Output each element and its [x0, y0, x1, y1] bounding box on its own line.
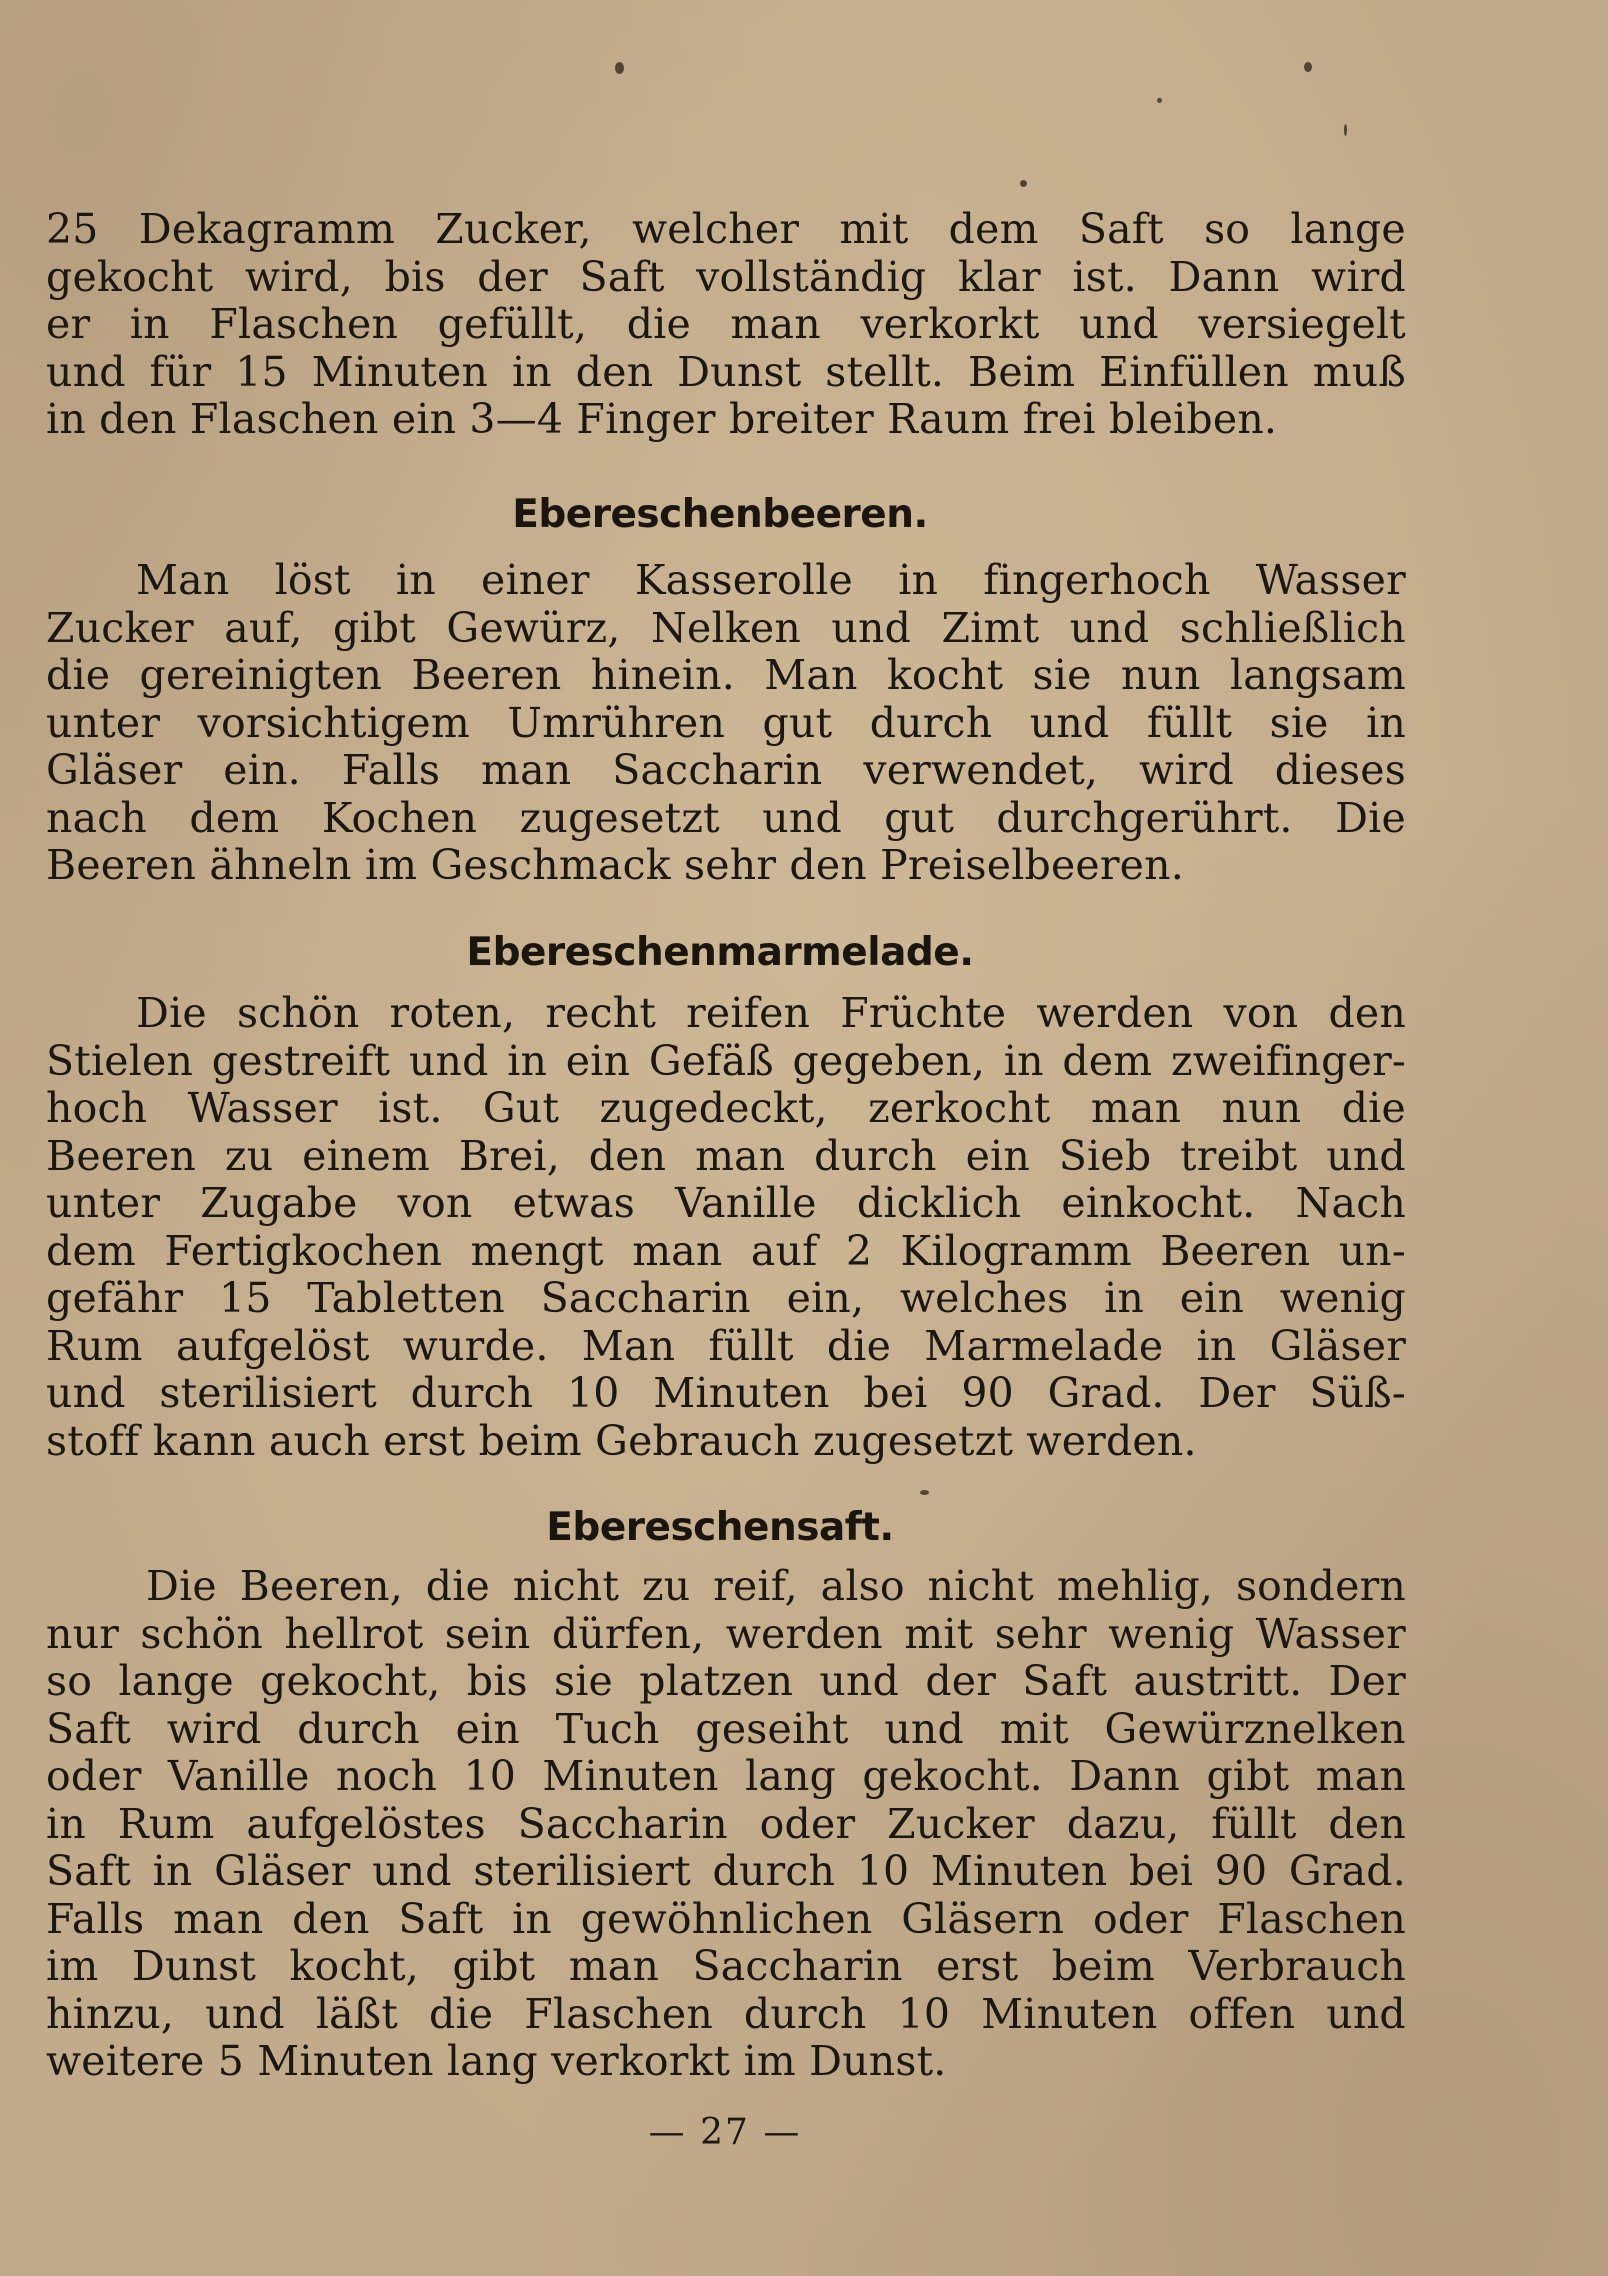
text-line: Man löst in einer Kasserolle in fingerhoch Wasser — [136, 556, 1406, 604]
text-line: gekocht wird, bis der Saft vollständig klar ist. Dann wird — [46, 252, 1406, 301]
text-line: unter Zugabe von etwas Vanille dicklich einkocht. Nach — [46, 1179, 1406, 1227]
text-line: hoch Wasser ist. Gut zugedeckt, zerkocht man nun die — [46, 1084, 1406, 1132]
text-line: unter vorsichtigem Umrühren gut durch und füllt sie in — [46, 698, 1406, 747]
text-line: Die Beeren, die nicht zu reif, also nicht mehlig, sondern — [146, 1562, 1406, 1610]
text-line: in Rum aufgelöstes Saccharin oder Zucker dazu, füllt den — [46, 1799, 1406, 1848]
paragraph-3 — [46, 990, 1406, 1465]
text-line: und sterilisiert durch 10 Minuten bei 90 Grad. Der Süß- — [46, 1369, 1406, 1417]
text-line: die gereinigten Beeren hinein. Man kocht sie nun langsam — [46, 651, 1406, 699]
section-heading-ebereschensaft: Ebereschensaft. — [546, 1505, 894, 1550]
paper-speck — [1304, 62, 1312, 72]
text-line: Beeren zu einem Brei, den man durch ein Sieb treibt und — [46, 1131, 1406, 1180]
paper-speck — [920, 1490, 929, 1495]
text-line: Zucker auf, gibt Gewürz, Nelken und Zimt und schließlich — [46, 603, 1406, 652]
text-line: gefähr 15 Tabletten Saccharin ein, welches in ein wenig — [46, 1274, 1406, 1322]
page-number: — 27 — — [648, 2112, 802, 2153]
text-line: im Dunst kocht, gibt man Saccharin erst beim Verbrauch — [46, 1942, 1406, 1990]
text-line: Gläser ein. Falls man Saccharin verwendet, wird dieses — [46, 746, 1406, 794]
section-heading-ebereschenmarmelade: Ebereschenmarmelade. — [466, 930, 974, 975]
text-line: weitere 5 Minuten lang verkorkt im Dunst. — [46, 2037, 947, 2085]
text-line: Falls man den Saft in gewöhnlichen Gläsern oder Flaschen — [46, 1894, 1406, 1943]
text-line: 25 Dekagramm Zucker, welcher mit dem Saft so lange — [46, 205, 1406, 253]
paragraph-4 — [46, 1563, 1406, 2086]
text-line: Stielen gestreift und in ein Gefäß gegeben, in dem zweifinger- — [46, 1036, 1406, 1085]
text-line: Saft in Gläser und sterilisiert durch 10 Minuten bei 90 Grad. — [46, 1847, 1406, 1895]
text-line: er in Flaschen gefüllt, die man verkorkt und versiegelt — [46, 300, 1406, 348]
paper-speck — [615, 62, 624, 74]
text-line: hinzu, und läßt die Flaschen durch 10 Minuten offen und — [46, 1989, 1406, 2038]
text-line: nur schön hellrot sein dürfen, werden mit sehr wenig Wasser — [46, 1609, 1406, 1658]
paper-speck — [1020, 180, 1027, 187]
text-line: Rum aufgelöst wurde. Man füllt die Marmelade in Gläser — [46, 1321, 1406, 1370]
text-line: oder Vanille noch 10 Minuten lang gekocht. Dann gibt man — [46, 1752, 1406, 1800]
text-line: stoff kann auch erst beim Gebrauch zugesetzt werden. — [46, 1416, 1197, 1465]
text-line: in den Flaschen ein 3—4 Finger breiter Raum frei bleiben. — [46, 395, 1278, 443]
text-line: so lange gekocht, bis sie platzen und der Saft austritt. Der — [46, 1657, 1406, 1705]
text-line: Saft wird durch ein Tuch geseiht und mit Gewürznelken — [46, 1704, 1406, 1753]
text-line: Beeren ähneln im Geschmack sehr den Preiselbeeren. — [46, 841, 1184, 889]
section-heading-ebereschenbeeren: Ebereschenbeeren. — [512, 492, 928, 537]
text-line: dem Fertigkochen mengt man auf 2 Kilogramm Beeren un- — [46, 1226, 1406, 1275]
paper-speck — [1157, 98, 1162, 103]
paper-speck — [1344, 124, 1347, 136]
paragraph-2 — [46, 557, 1406, 890]
paragraph-1 — [46, 206, 1406, 444]
text-line: nach dem Kochen zugesetzt und gut durchgerührt. Die — [46, 793, 1406, 842]
text-line: Die schön roten, recht reifen Früchte werden von den — [136, 989, 1406, 1037]
text-line: und für 15 Minuten in den Dunst stellt. Beim Einfüllen muß — [46, 347, 1406, 396]
